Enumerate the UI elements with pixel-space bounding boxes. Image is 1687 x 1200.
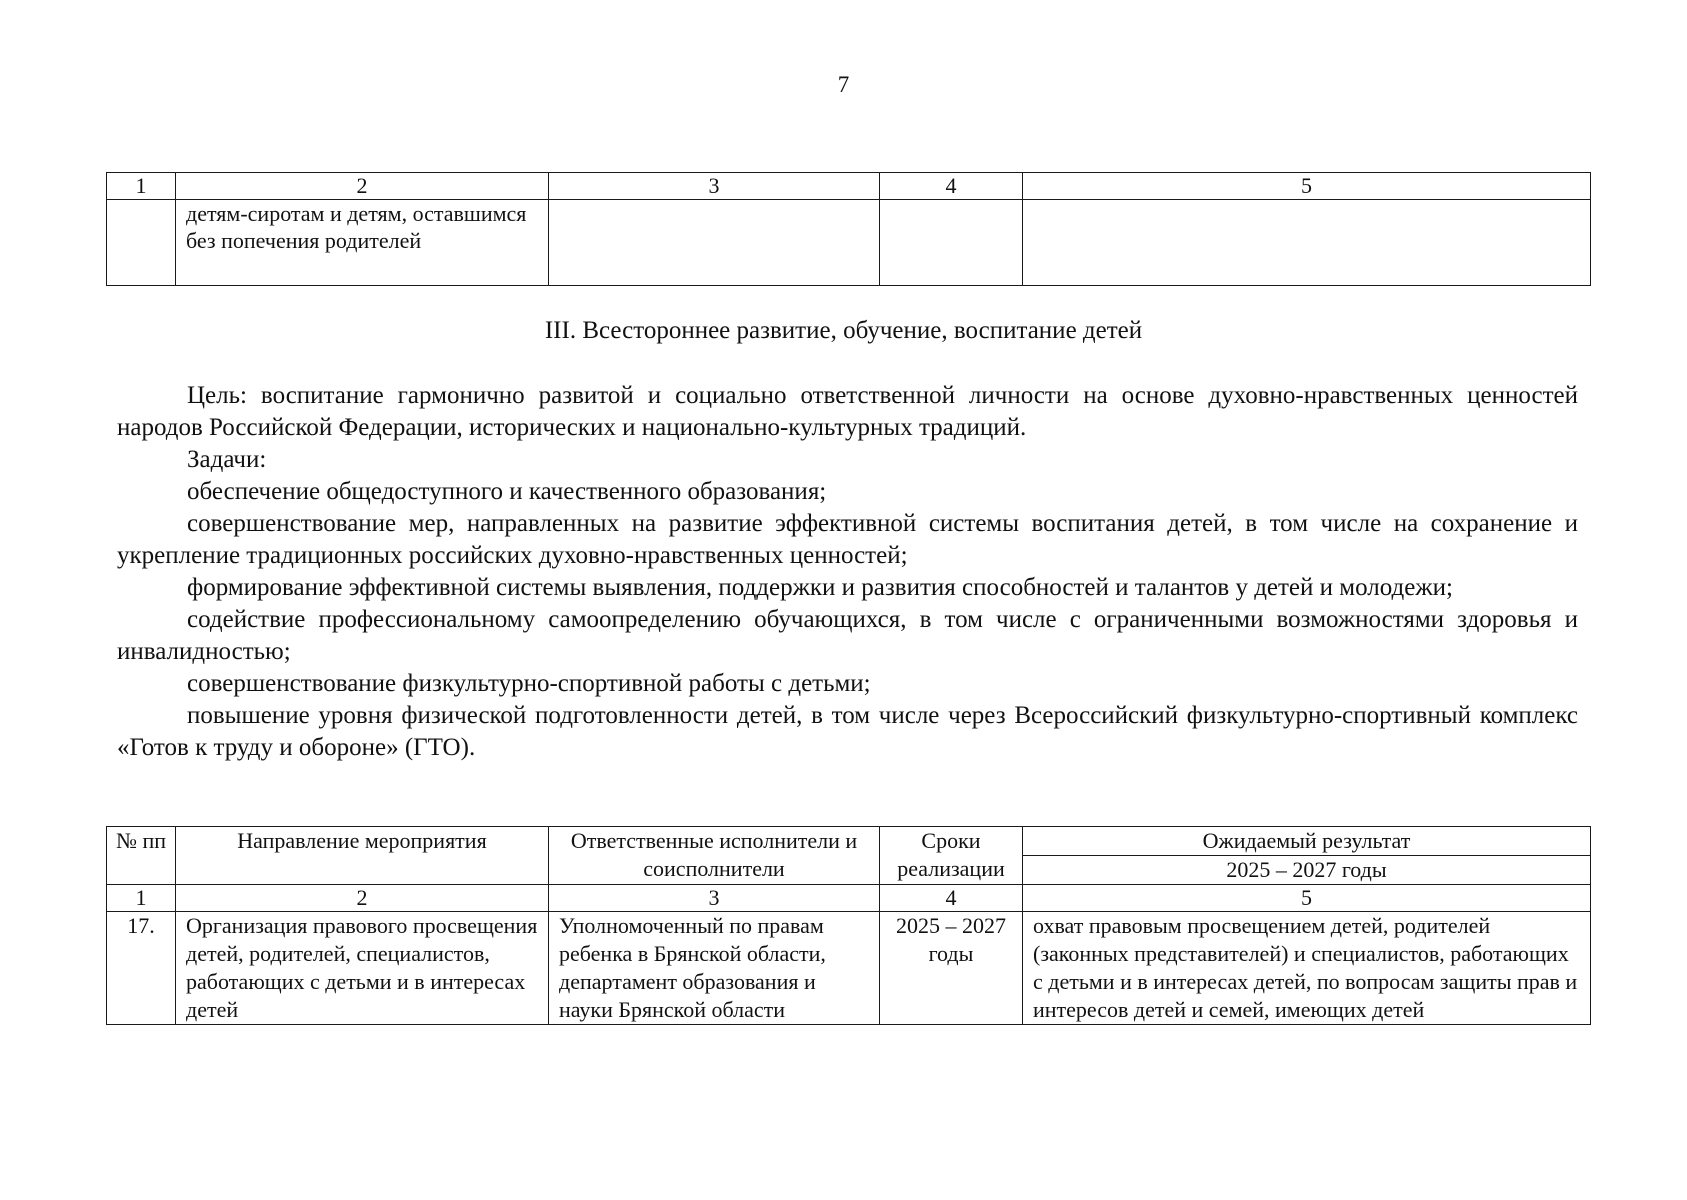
header-num: № пп	[107, 827, 176, 885]
cell-terms	[880, 200, 1023, 286]
column-number: 5	[1023, 173, 1591, 200]
column-number-row	[107, 885, 1591, 912]
table-row	[107, 200, 1591, 286]
cell-executors	[549, 200, 880, 286]
column-number: 4	[880, 173, 1023, 200]
column-number: 4	[880, 885, 1023, 912]
task-item: совершенствование физкультурно-спортивной работы с детьми;	[187, 670, 871, 697]
page-number: 7	[837, 72, 850, 97]
cell-direction: детям-сиротам и детям, оставшимся без попечения родителей	[176, 200, 549, 286]
measures-table	[106, 826, 1591, 1025]
column-number: 5	[1023, 885, 1591, 912]
cell-terms: 2025 – 2027 годы	[880, 912, 1023, 1025]
header-result: Ожидаемый результат	[1023, 827, 1591, 856]
column-number-row	[107, 173, 1591, 200]
header-direction: Направление мероприятия	[176, 827, 549, 885]
cell-result	[1023, 200, 1591, 286]
task-item: формирование эффективной системы выявления, поддержки и развития способностей и талантов у детей и молодежи;	[187, 574, 1453, 601]
task-item: совершенствование мер, направленных на развитие эффективной системы воспитания детей, в том числе на сохранение и укрепление традиционных российских духовно-нравственных ценностей;	[117, 510, 1578, 569]
goal-paragraph: Цель: воспитание гармонично развитой и социально ответственной личности на основе духовно-нравственных ценностей народов Российской Федерации, исторических и национально-культурных традиций.	[117, 382, 1578, 441]
cell-result: охват правовым просвещением детей, родителей (законных представителей) и специалистов, работающих с детьми и в интересах детей, по вопросам защиты прав и интересов детей и семей, имеющих детей	[1023, 912, 1591, 1025]
section-heading: III. Всестороннее развитие, обучение, воспитание детей	[544, 317, 1143, 344]
header-terms: Сроки реализации	[880, 827, 1023, 885]
task-item: обеспечение общедоступного и качественного образования;	[187, 478, 827, 505]
column-number: 2	[176, 173, 549, 200]
column-number: 1	[107, 885, 176, 912]
table-continuation	[106, 172, 1591, 286]
table-row	[107, 912, 1591, 1025]
task-item: содействие профессиональному самоопределению обучающихся, в том числе с ограниченными возможностями здоровья и инвалидностью;	[117, 606, 1578, 665]
cell-num: 17.	[107, 912, 176, 1025]
section-body	[117, 380, 1578, 764]
column-number: 3	[549, 885, 880, 912]
task-item: повышение уровня физической подготовленности детей, в том числе через Всероссийский физкультурно-спортивный комплекс «Готов к труду и обороне» (ГТО).	[117, 702, 1578, 761]
column-number: 3	[549, 173, 880, 200]
tasks-heading: Задачи:	[187, 446, 267, 473]
cell-executors: Уполномоченный по правам ребенка в Брянской области, департамент образования и науки Брянской области	[549, 912, 880, 1025]
header-executors: Ответственные исполнители и соисполнители	[549, 827, 880, 885]
cell-direction: Организация правового просвещения детей, родителей, специалистов, работающих с детьми и в интересах детей	[176, 912, 549, 1025]
column-number: 2	[176, 885, 549, 912]
header-result-years: 2025 – 2027 годы	[1023, 856, 1591, 885]
column-number: 1	[107, 173, 176, 200]
header-row	[107, 827, 1591, 856]
cell-num	[107, 200, 176, 286]
